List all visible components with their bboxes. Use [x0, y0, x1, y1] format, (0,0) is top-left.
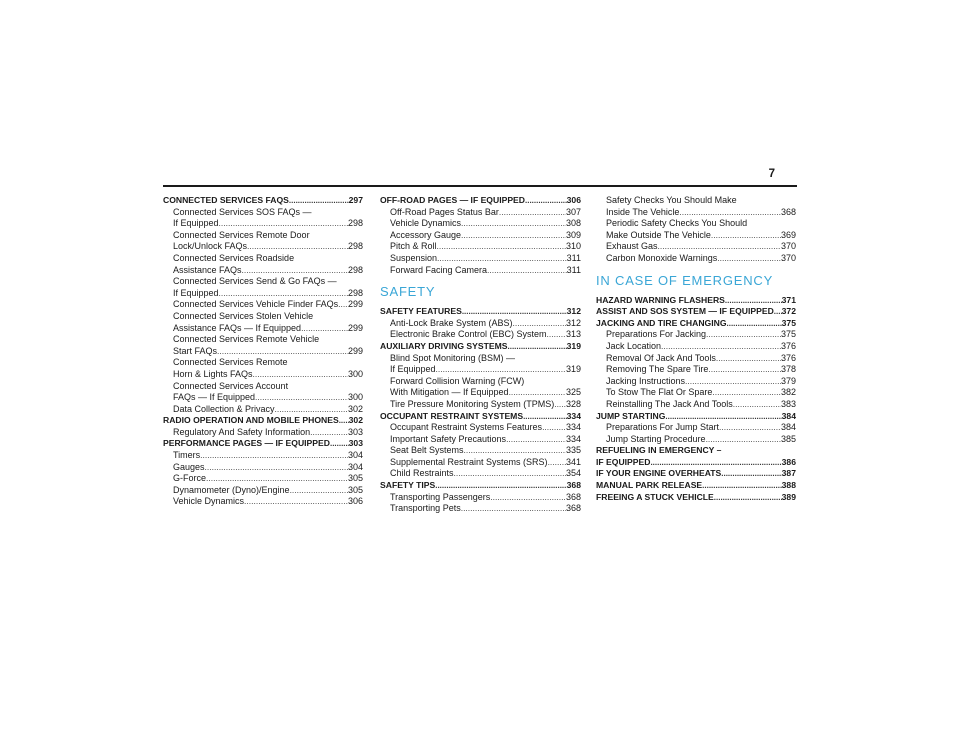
dot-leader — [219, 218, 348, 230]
dot-leader — [339, 415, 349, 427]
toc-page-number: 386 — [781, 456, 796, 467]
toc-entry-title-line: Connected Services Stolen Vehicle — [173, 310, 314, 321]
toc-page-number: 299 — [347, 322, 363, 333]
dot-leader — [508, 341, 567, 353]
dot-leader — [509, 387, 566, 399]
toc-page-number: 379 — [780, 375, 796, 386]
toc-main-entry[interactable] — [596, 318, 796, 330]
toc-entry-title: Vehicle Dynamics — [390, 218, 462, 229]
toc-sub-entry[interactable] — [163, 357, 363, 380]
header-rule — [163, 185, 797, 187]
toc-sub-entry[interactable] — [596, 195, 796, 218]
toc-sub-entry[interactable] — [163, 427, 363, 439]
dot-leader — [679, 207, 781, 219]
toc-page-number: 376 — [780, 340, 796, 351]
toc-page-number: 334 — [566, 410, 581, 421]
toc-entry-title: Forward Facing Camera — [390, 264, 488, 275]
toc-page-number: 304 — [347, 450, 363, 461]
toc-page-number: 376 — [780, 352, 796, 363]
toc-sub-entry[interactable] — [380, 218, 581, 230]
dot-leader — [708, 364, 781, 376]
toc-entry-title: ASSIST AND SOS SYSTEM — IF EQUIPPED — [596, 306, 774, 317]
toc-entry-title: If Equipped — [390, 364, 436, 375]
dot-leader — [714, 492, 782, 504]
toc-entry-title: Timers — [173, 450, 201, 461]
toc-entry-title: SAFETY TIPS — [380, 480, 436, 491]
toc-sub-entry[interactable] — [163, 404, 363, 416]
toc-sub-entry[interactable] — [596, 241, 796, 253]
dot-leader — [255, 392, 348, 404]
dot-leader — [650, 457, 781, 469]
toc-entry-title-line: Safety Checks You Should Make — [606, 195, 737, 205]
toc-page-number: 309 — [565, 229, 581, 240]
toc-main-entry[interactable] — [380, 411, 581, 423]
toc-page-number: 298 — [347, 287, 363, 298]
toc-page-number: 388 — [781, 480, 796, 491]
toc-entry-title: Tire Pressure Monitoring System (TPMS) — [390, 398, 555, 409]
dot-leader — [774, 306, 782, 318]
toc-entry-title-line: Connected Services Remote Vehicle — [173, 334, 320, 345]
toc-entry-title: Important Safety Precautions — [390, 433, 507, 444]
toc-sub-entry[interactable] — [380, 253, 581, 265]
dot-leader — [525, 195, 567, 207]
toc-entry-title: Removal Of Jack And Tools — [606, 352, 716, 363]
toc-entry-title: Carbon Monoxide Warnings — [606, 252, 718, 263]
toc-entry-title: Data Collection & Privacy — [173, 403, 275, 414]
toc-main-entry[interactable] — [596, 411, 796, 423]
toc-sub-entry[interactable] — [163, 299, 363, 311]
dot-leader — [717, 253, 781, 265]
dot-leader — [547, 329, 566, 341]
toc-sub-entry[interactable] — [163, 381, 363, 404]
toc-entry-title: IF YOUR ENGINE OVERHEATS — [596, 468, 722, 479]
toc-entry-title-line: Connected Services Account — [173, 380, 289, 391]
toc-page-number: 304 — [347, 461, 363, 472]
toc-sub-entry[interactable] — [163, 334, 363, 357]
dot-leader — [247, 241, 348, 253]
toc-main-entry[interactable] — [380, 306, 581, 318]
dot-leader — [301, 323, 348, 335]
toc-sub-entry[interactable] — [380, 468, 581, 480]
dot-leader — [461, 503, 566, 515]
toc-sub-entry[interactable] — [596, 434, 796, 446]
toc-entry-title: With Mitigation — If Equipped — [390, 387, 509, 398]
toc-sub-entry[interactable] — [380, 457, 581, 469]
toc-column-3 — [596, 195, 796, 503]
toc-entry-title: Off-Road Pages Status Bar — [390, 206, 499, 217]
toc-entry-title: RADIO OPERATION AND MOBILE PHONES — [163, 415, 339, 426]
toc-page-number: 368 — [780, 206, 796, 217]
toc-entry-title: Jack Location — [606, 340, 662, 351]
toc-page-number: 306 — [566, 195, 581, 205]
toc-sub-entry[interactable] — [380, 230, 581, 242]
toc-page-number: 308 — [565, 218, 581, 229]
toc-entry-title: HAZARD WARNING FLASHERS — [596, 294, 725, 305]
toc-entry-title: Start FAQs — [173, 345, 218, 356]
toc-sub-entry[interactable] — [596, 218, 796, 241]
toc-sub-entry[interactable] — [380, 492, 581, 504]
toc-entry-title-line: Connected Services Send & Go FAQs — — [173, 276, 337, 287]
dot-leader — [548, 457, 566, 469]
toc-sub-entry[interactable] — [380, 353, 581, 376]
toc-entry-title: Gauges — [173, 461, 205, 472]
toc-entry-title: If Equipped — [173, 287, 219, 298]
toc-column-2 — [380, 195, 581, 515]
toc-page-number: 368 — [566, 480, 581, 491]
toc-entry-title: Jacking Instructions — [606, 375, 686, 386]
toc-sub-entry[interactable] — [380, 265, 581, 277]
toc-page-number: 334 — [565, 433, 581, 444]
toc-page-number: 383 — [780, 398, 796, 409]
page-number: 7 — [768, 168, 775, 180]
dot-leader — [513, 318, 566, 330]
toc-entry-title-line: REFUELING IN EMERGENCY – — [596, 445, 722, 456]
toc-main-entry[interactable] — [163, 438, 363, 450]
toc-main-entry[interactable] — [596, 468, 796, 480]
toc-page-number: 369 — [780, 229, 796, 240]
dot-leader — [490, 492, 566, 504]
toc-sub-entry[interactable] — [380, 445, 581, 457]
dot-leader — [200, 450, 348, 462]
dot-leader — [461, 218, 566, 230]
toc-entry-title-line: Connected Services Remote Door — [173, 229, 310, 240]
toc-page-number: 354 — [565, 468, 581, 479]
toc-sub-entry[interactable] — [380, 434, 581, 446]
toc-entry-title: If Equipped — [173, 218, 219, 229]
toc-sub-entry[interactable] — [596, 376, 796, 388]
toc-entry-title: Removing The Spare Tire — [606, 364, 709, 375]
toc-sub-entry[interactable] — [380, 376, 581, 399]
toc-page-number: 298 — [347, 241, 363, 252]
toc-sub-entry[interactable] — [596, 399, 796, 411]
toc-sub-entry[interactable] — [163, 230, 363, 253]
toc-sub-entry[interactable] — [163, 473, 363, 485]
toc-sub-entry[interactable] — [163, 207, 363, 230]
toc-entry-title: OFF-ROAD PAGES — IF EQUIPPED — [380, 195, 525, 205]
toc-entry-title: Electronic Brake Control (EBC) System — [390, 329, 547, 340]
toc-main-entry[interactable] — [596, 306, 796, 318]
dot-leader — [733, 399, 781, 411]
toc-entry-title: Transporting Passengers — [390, 491, 491, 502]
toc-entry-title: Child Restraints — [390, 468, 454, 479]
toc-entry-title: Dynamometer (Dyno)/Engine — [173, 484, 290, 495]
dot-leader — [206, 473, 348, 485]
dot-leader — [706, 434, 781, 446]
toc-entry-title: IF EQUIPPED — [596, 456, 651, 467]
dot-leader — [253, 369, 348, 381]
toc-sub-entry[interactable] — [380, 318, 581, 330]
toc-sub-entry[interactable] — [163, 462, 363, 474]
toc-main-entry[interactable] — [596, 480, 796, 492]
toc-page-number: 297 — [348, 195, 363, 205]
toc-page-number: 311 — [566, 264, 581, 275]
toc-main-entry[interactable] — [596, 295, 796, 307]
dot-leader — [499, 207, 566, 219]
toc-page-number: 305 — [347, 473, 363, 484]
toc-entry-title: PERFORMANCE PAGES — IF EQUIPPED — [163, 438, 330, 449]
toc-entry-title: Lock/Unlock FAQs — [173, 241, 248, 252]
dot-leader — [454, 468, 566, 480]
toc-main-entry[interactable] — [596, 445, 796, 468]
dot-leader — [702, 480, 782, 492]
toc-page-number: 312 — [565, 317, 581, 328]
toc-page-number: 300 — [347, 368, 363, 379]
toc-entry-title-line: Connected Services Remote — [173, 357, 288, 368]
dot-leader — [464, 445, 566, 457]
toc-main-entry[interactable] — [380, 480, 581, 492]
toc-page-number: 387 — [781, 468, 796, 479]
toc-page-number: 310 — [565, 241, 581, 252]
dot-leader — [330, 438, 349, 450]
toc-entry-title: Vehicle Dynamics — [173, 496, 245, 507]
toc-entry-title: Reinstalling The Jack And Tools — [606, 398, 733, 409]
toc-page-number: 370 — [780, 252, 796, 263]
toc-page-number: 375 — [780, 329, 796, 340]
toc-page-number: 372 — [781, 306, 796, 317]
dot-leader — [712, 387, 781, 399]
toc-entry-title-line: Connected Services SOS FAQs — — [173, 206, 312, 217]
toc-page-number: 335 — [565, 445, 581, 456]
toc-page-number: 299 — [347, 299, 363, 310]
dot-leader — [219, 288, 348, 300]
dot-leader — [719, 422, 781, 434]
toc-page-number: 311 — [566, 252, 581, 263]
dot-leader — [685, 376, 781, 388]
toc-entry-title: CONNECTED SERVICES FAQS — [163, 195, 289, 205]
toc-entry-title: G-Force — [173, 473, 207, 484]
toc-page-number: 370 — [780, 241, 796, 252]
dot-leader — [711, 230, 781, 242]
dot-leader — [658, 241, 781, 253]
toc-entry-title: Supplemental Restraint Systems (SRS) — [390, 456, 548, 467]
dot-leader — [542, 422, 566, 434]
dot-leader — [275, 404, 348, 416]
toc-entry-title: SAFETY FEATURES — [380, 306, 462, 317]
toc-page-number: 382 — [780, 387, 796, 398]
dot-leader — [437, 241, 566, 253]
toc-entry-title-line: Blind Spot Monitoring (BSM) — — [390, 352, 516, 363]
toc-page-number: 302 — [347, 403, 363, 414]
toc-sub-entry[interactable] — [596, 341, 796, 353]
toc-entry-title: Regulatory And Safety Information — [173, 426, 311, 437]
dot-leader — [289, 195, 349, 207]
toc-column-1 — [163, 195, 363, 508]
toc-main-entry[interactable] — [163, 415, 363, 427]
dot-leader — [706, 329, 781, 341]
dot-leader — [461, 230, 566, 242]
dot-leader — [506, 434, 566, 446]
toc-entry-title-line: Periodic Safety Checks You Should — [606, 218, 748, 229]
section-heading: SAFETY — [380, 284, 436, 300]
dot-leader — [487, 265, 567, 277]
toc-entry-title: Suspension — [390, 252, 438, 263]
toc-entry-title: Connected Services Vehicle Finder FAQs — [173, 299, 339, 310]
section-heading: IN CASE OF EMERGENCY — [596, 272, 774, 288]
toc-sub-entry[interactable] — [596, 353, 796, 365]
toc-entry-title: AUXILIARY DRIVING SYSTEMS — [380, 340, 508, 351]
toc-page-number: 375 — [781, 317, 796, 328]
toc-page-number: 306 — [347, 496, 363, 507]
toc-sub-entry[interactable] — [163, 311, 363, 334]
toc-page-number: 389 — [781, 491, 796, 502]
toc-page-number: 385 — [780, 433, 796, 444]
dot-leader — [217, 346, 348, 358]
toc-entry-title: Transporting Pets — [390, 503, 461, 514]
toc-entry-title: Assistance FAQs — [173, 264, 242, 275]
toc-sub-entry[interactable] — [163, 450, 363, 462]
dot-leader — [242, 265, 348, 277]
toc-sub-entry[interactable] — [596, 253, 796, 265]
toc-page-number: 305 — [347, 484, 363, 495]
toc-page-number: 302 — [348, 415, 363, 426]
toc-entry-title: Inside The Vehicle — [606, 206, 680, 217]
toc-page-number: 371 — [781, 294, 796, 305]
toc-page-number: 368 — [565, 491, 581, 502]
toc-entry-title-line: Forward Collision Warning (FCW) — [390, 375, 525, 386]
toc-sub-entry[interactable] — [380, 503, 581, 515]
toc-page-number: 300 — [347, 392, 363, 403]
dot-leader — [716, 353, 781, 365]
toc-page-number: 303 — [347, 426, 363, 437]
toc-page-number: 307 — [565, 206, 581, 217]
toc-sub-entry[interactable] — [596, 422, 796, 434]
toc-sub-entry[interactable] — [596, 329, 796, 341]
toc-sub-entry[interactable] — [596, 364, 796, 376]
toc-page-number: 298 — [347, 264, 363, 275]
toc-entry-title: Preparations For Jump Start — [606, 422, 720, 433]
toc-entry-title-line: Connected Services Roadside — [173, 252, 295, 263]
toc-entry-title: Assistance FAQs — If Equipped — [173, 322, 302, 333]
toc-entry-title: Accessory Gauge — [390, 229, 462, 240]
toc-sub-entry[interactable] — [380, 329, 581, 341]
toc-main-entry[interactable] — [380, 195, 581, 207]
toc-entry-title: MANUAL PARK RELEASE — [596, 480, 703, 491]
dot-leader — [435, 480, 566, 492]
dot-leader — [244, 496, 348, 508]
dot-leader — [727, 318, 782, 330]
dot-leader — [725, 295, 782, 307]
dot-leader — [437, 253, 567, 265]
toc-entry-title: FREEING A STUCK VEHICLE — [596, 491, 714, 502]
toc-entry-title: OCCUPANT RESTRAINT SYSTEMS — [380, 410, 524, 421]
toc-page-number: 334 — [565, 422, 581, 433]
toc-sub-entry[interactable] — [596, 387, 796, 399]
toc-entry-title: To Stow The Flat Or Spare — [606, 387, 713, 398]
toc-entry-title: Make Outside The Vehicle — [606, 229, 711, 240]
dot-leader — [665, 411, 781, 423]
toc-entry-title: JACKING AND TIRE CHANGING — [596, 317, 727, 328]
toc-page-number: 341 — [565, 456, 581, 467]
toc-sub-entry[interactable] — [163, 485, 363, 497]
dot-leader — [338, 299, 348, 311]
toc-entry-title: Jump Starting Procedure — [606, 433, 706, 444]
dot-leader — [554, 399, 566, 411]
toc-sub-entry[interactable] — [163, 253, 363, 276]
toc-page-number: 368 — [565, 503, 581, 514]
toc-entry-title: Occupant Restraint Systems Features — [390, 422, 543, 433]
toc-page-number: 378 — [780, 364, 796, 375]
dot-leader — [290, 485, 348, 497]
toc-entry-title: Anti-Lock Brake System (ABS) — [390, 317, 513, 328]
toc-page-number: 328 — [565, 398, 581, 409]
toc-sub-entry[interactable] — [380, 207, 581, 219]
toc-entry-title: JUMP STARTING — [596, 410, 666, 421]
dot-leader — [436, 364, 566, 376]
toc-entry-title: Horn & Lights FAQs — [173, 368, 253, 379]
toc-page-number: 298 — [347, 218, 363, 229]
toc-sub-entry[interactable] — [380, 422, 581, 434]
dot-leader — [310, 427, 348, 439]
toc-entry-title: Exhaust Gas — [606, 241, 658, 252]
toc-page-number: 312 — [566, 306, 581, 317]
toc-page-number: 319 — [565, 364, 581, 375]
toc-main-entry[interactable] — [163, 195, 363, 207]
toc-page-number: 384 — [781, 410, 796, 421]
toc-entry-title: Pitch & Roll — [390, 241, 437, 252]
toc-sub-entry[interactable] — [380, 399, 581, 411]
toc-page-number: 299 — [347, 345, 363, 356]
toc-main-entry[interactable] — [380, 341, 581, 353]
toc-sub-entry[interactable] — [163, 276, 363, 299]
toc-entry-title: Preparations For Jacking — [606, 329, 707, 340]
toc-sub-entry[interactable] — [380, 241, 581, 253]
toc-entry-title: FAQs — If Equipped — [173, 392, 256, 403]
dot-leader — [721, 468, 781, 480]
dot-leader — [523, 411, 567, 423]
dot-leader — [661, 341, 781, 353]
toc-main-entry[interactable] — [596, 492, 796, 504]
toc-entry-title: Seat Belt Systems — [390, 445, 464, 456]
dot-leader — [462, 306, 567, 318]
toc-sub-entry[interactable] — [163, 496, 363, 508]
dot-leader — [205, 462, 348, 474]
toc-page-number: 384 — [780, 422, 796, 433]
toc-page-number: 303 — [348, 438, 363, 449]
toc-page-number: 313 — [565, 329, 581, 340]
toc-page-number: 325 — [565, 387, 581, 398]
toc-page-number: 319 — [566, 340, 581, 351]
